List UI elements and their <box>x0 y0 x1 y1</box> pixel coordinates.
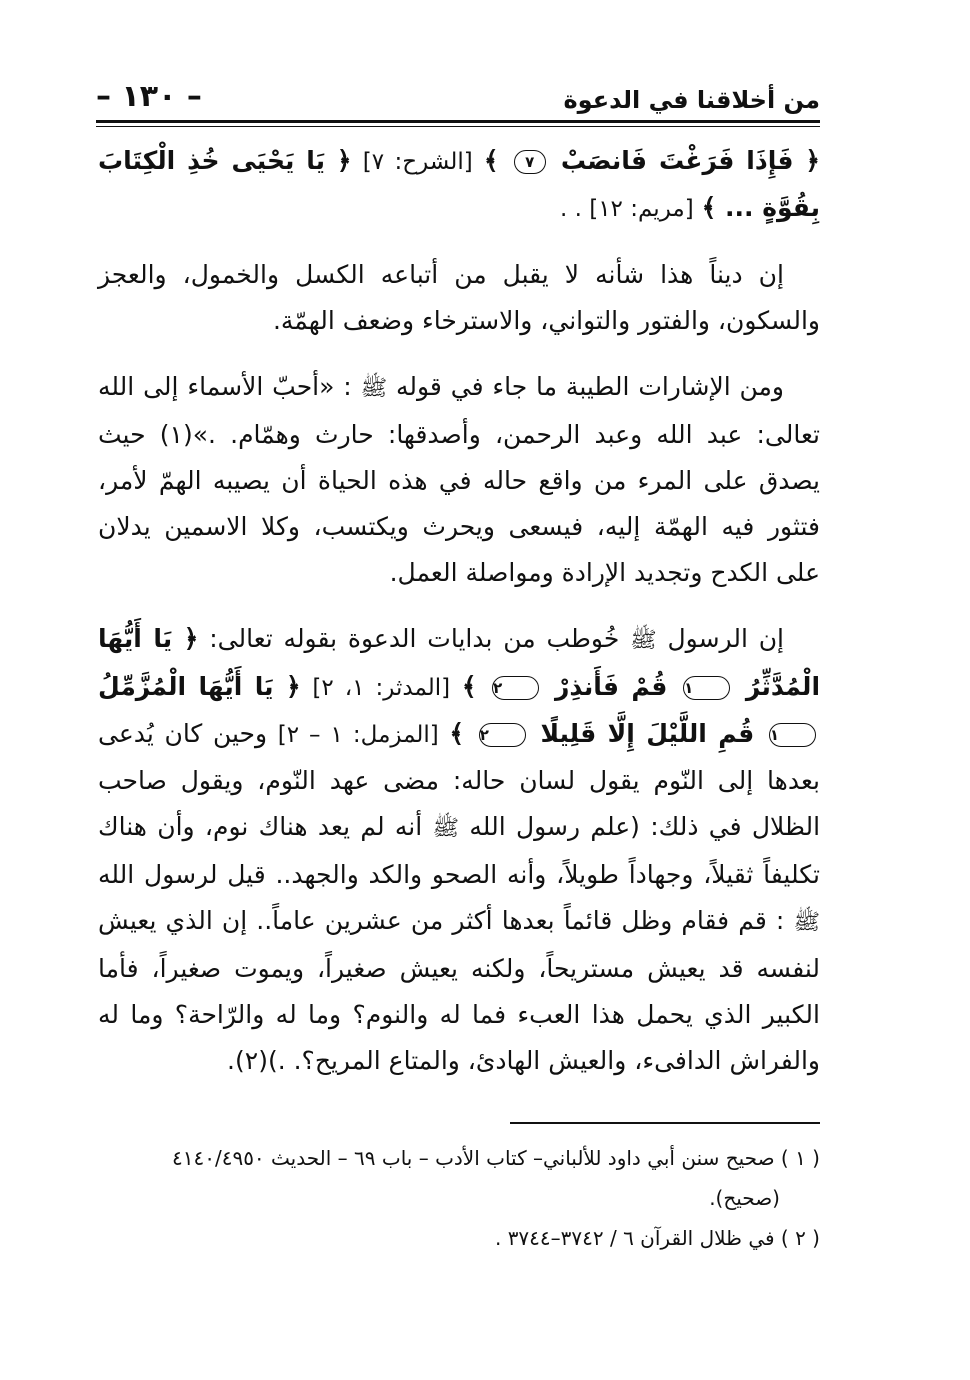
ayah-number: ١ <box>769 723 816 747</box>
verse-reference: [المدثر: ١، ٢] <box>312 675 451 701</box>
verse-reference: [الشرح: ٧] <box>362 149 473 175</box>
ayah-number: ٧ <box>514 150 546 174</box>
text-run: إن الرسول <box>667 624 784 653</box>
running-title: من أخلاقنا في الدعوة <box>563 86 820 114</box>
salawat-symbol: ﷺ <box>793 910 821 935</box>
text-run: : قم فقام وظل قائماً بعدها أكثر من عشرين عاماً.. إن الذي يعيش لنفسه قد يعيش مستريحاً، ولكنه يعيش صغيراً، ويموت صغيراً، فأما الكبير الذي يحمل هذا العبء فما له والنوم؟ وما له والرّاحة؟ وما له والفراش الدافىء، والعيش الهادئ، والمتاع المريح؟. .) <box>98 906 820 1075</box>
salawat-symbol: ﷺ <box>360 376 388 401</box>
text-run: وحين كان يُدعى بعدها إلى النّوم يقول لسان حاله: مضى عهد النّوم، ويقول صاحب الظلال في ذلك: (علم رسول الله <box>98 719 821 841</box>
header-rule-thin <box>96 126 820 127</box>
text-run: . <box>227 1046 235 1075</box>
quran-verse: قُمْ فَأَنذِرْ <box>555 672 668 701</box>
ayah-number: ١ <box>683 676 730 700</box>
paragraph-hadith <box>98 364 820 596</box>
text-run: أنه لم يعد هناك نوم، وأن هناك تكليفاً ثقيلاً، وجهاداً طويلاً، وأنه الصحو والكد والجهد.. قيل لرسول الله <box>98 812 820 889</box>
verse-bracket: ﴾ <box>449 719 465 748</box>
footnote-reference: (١) <box>159 420 193 449</box>
quran-verse: قُمِ اللَّيْلَ إِلَّا قَلِيلًا <box>540 719 755 748</box>
verse-reference: [المزمل: ١ – ٢] <box>277 722 439 748</box>
text-run: حيث يصدق على المرء من واقع حاله في هذه الحياة أن يصيبه الهمّ لأمر، فتثور فيه الهمّة إليه، فيسعى ويحرث ويكتسب، وكلا الاسمين يدلان على الكدح وتجديد الإرادة ومواصلة العمل. <box>98 420 820 587</box>
salawat-symbol: ﷺ <box>432 816 460 841</box>
verse-bracket: ﴾ <box>483 146 499 175</box>
salawat-symbol: ﷺ <box>630 628 657 653</box>
footnotes <box>110 1138 820 1258</box>
text-run: ومن الإشارات الطيبة ما جاء في قوله <box>396 372 784 401</box>
footnote-1-continued: (صحيح). <box>709 1186 780 1210</box>
page-header <box>96 66 820 114</box>
footnote-1: ( ١ ) صحيح سنن أبي داود للألباني– كتاب الأدب – باب ٦٩ – الحديث ٤١٤٠/٤٩٥٠ <box>172 1146 820 1170</box>
quran-verse: ﴿ يَا أَيُّهَا الْمُدَّثِّرُ <box>98 624 821 701</box>
quran-verse: ﴿ يَا أَيُّهَا الْمُزَّمِّلُ <box>98 672 301 701</box>
verse-bracket: ﴾ <box>461 672 477 701</box>
paragraph-dhilal <box>98 616 820 1084</box>
page-number: – ١٣٠ – <box>96 79 202 114</box>
footnote-separator <box>510 1122 820 1124</box>
verse-reference: [مريم: ١٢] . . <box>559 196 694 222</box>
text-run: خُوطب من بدايات الدعوة بقوله تعالى: <box>209 624 620 653</box>
hadith-quote: : «أحبّ الأسماء إلى الله تعالى: عبد الله وعبد الرحمن، وأصدقها: حارث وهمّام. .» <box>98 372 820 449</box>
main-text <box>98 138 820 1104</box>
footnote-2: ( ٢ ) في ظلال القرآن ٦ / ٣٧٤٢–٣٧٤٤ . <box>494 1226 820 1250</box>
quran-verse: ﴿ يَا يَحْيَى خُذِ الْكِتَابَ بِقُوَّةٍ ... ﴾ <box>98 146 820 222</box>
ayah-number: ٢ <box>479 723 526 747</box>
paragraph-verses <box>98 138 820 232</box>
quran-verse: ﴿ فَإِذَا فَرَغْتَ فَانصَبْ <box>560 146 820 175</box>
footnote-reference: (٢) <box>234 1046 268 1075</box>
paragraph: إن ديناً هذا شأنه لا يقبل من أتباعه الكسل والخمول، والعجز والسكون، والفتور والتواني، والاسترخاء وضعف الهمّة. <box>98 260 820 335</box>
ayah-number: ٢ <box>492 676 539 700</box>
header-rule-thick <box>96 120 820 123</box>
